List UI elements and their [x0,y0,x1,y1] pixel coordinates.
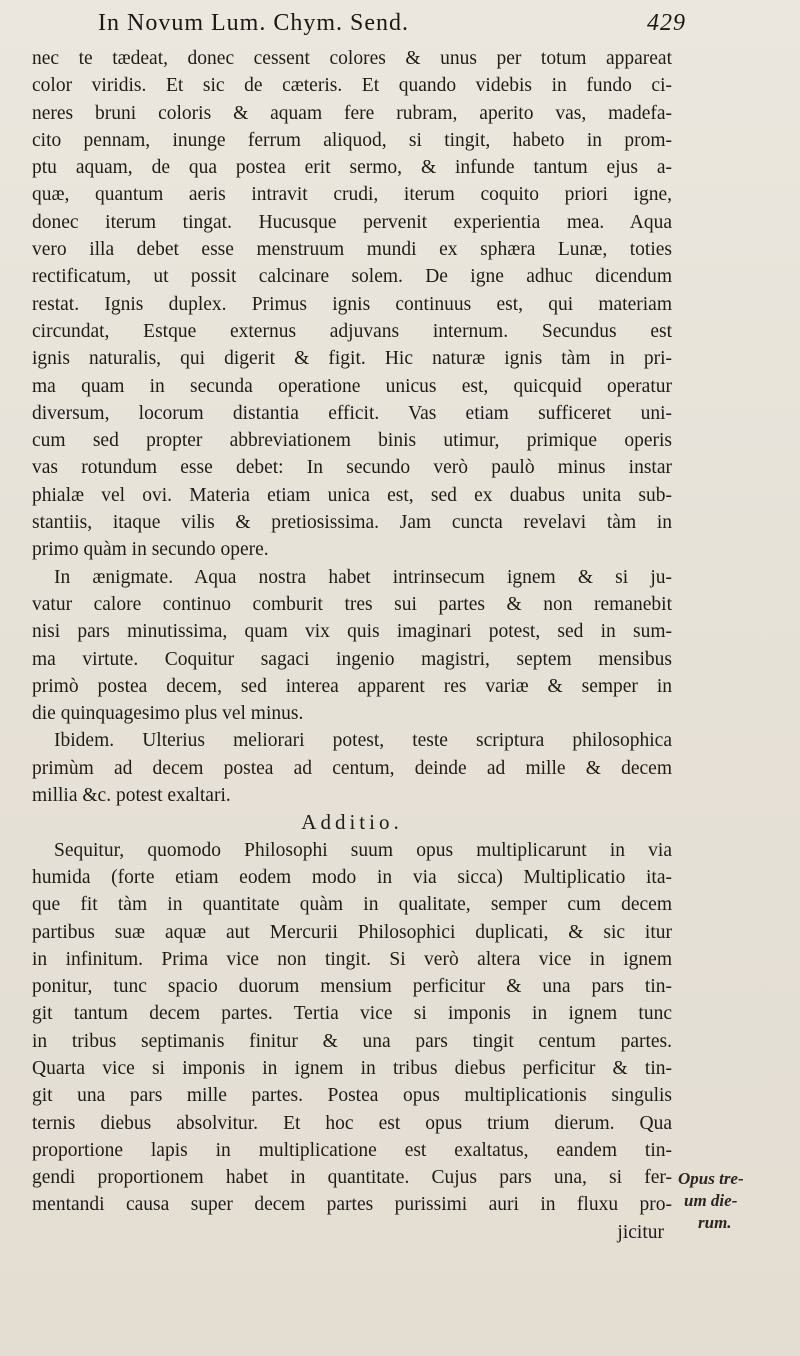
text-line: in infinitum. Prima vice non tingit. Si verò altera vice in ignem [32,948,672,970]
text-line: primo quàm in secundo opere. [32,539,269,561]
text-line: que fit tàm in quantitate quàm in qualitate, semper cum decem [32,894,672,916]
text-line: vatur calore continuo comburit tres sui partes & non remanebit [32,593,672,615]
header-title: In Novum Lum. Chym. Send. [98,10,409,36]
text-line: Quarta vice si imponis in ignem in tribus diebus perficitur & tin- [32,1057,672,1079]
text-line: In ænigmate. Aqua nostra habet intrinsecum ignem & si ju- [54,566,672,588]
text-line: neres bruni coloris & aquam fere rubram, aperito vas, madefa- [32,102,672,124]
catchword: jicitur [617,1221,664,1243]
text-line: in tribus septimanis finitur & una pars tingit centum partes. [32,1030,672,1052]
text-line: ponitur, tunc spacio duorum mensium perficitur & una pars tin- [32,976,672,998]
text-line: git tantum decem partes. Tertia vice si imponis in ignem tunc [32,1003,672,1025]
text-line: ptu aquam, de qua postea erit sermo, & infunde tantum ejus a- [32,157,672,179]
text-line: ternis diebus absolvitur. Et hoc est opus trium dierum. Qua [32,1112,672,1134]
text-line: Ibidem. Ulterius meliorari potest, teste scriptura philosophica [54,730,672,752]
running-header [98,10,686,44]
text-line: cum sed propter abbreviationem binis utimur, primique operis [32,430,672,452]
text-line: diversum, locorum distantia efficit. Vas etiam sufficeret uni- [32,402,672,424]
text-line: quæ, quantum aeris intravit crudi, iterum coquito priori igne, [32,184,672,206]
text-line: restat. Ignis duplex. Primus ignis continuus est, qui materiam [32,293,672,315]
margin-note-line: Opus tre- [678,1169,744,1188]
text-line: vero illa debet esse menstruum mundi ex sphæra Lunæ, toties [32,239,672,261]
text-line: primò postea decem, sed interea apparent res variæ & semper in [32,675,672,697]
text-line: partibus suæ aquæ aut Mercurii Philosophici duplicati, & sic itur [32,921,672,943]
text-line: humida (forte etiam eodem modo in via sicca) Multiplicatio ita- [32,866,672,888]
text-line: donec iterum tingat. Hucusque pervenit experientia mea. Aqua [32,211,672,233]
text-line: primùm ad decem postea ad centum, deinde ad mille & decem [32,757,672,779]
text-line: rectificatum, ut possit calcinare solem. De igne adhuc dicendum [32,266,672,288]
page-number: 429 [647,10,686,36]
text-line: phialæ vel ovi. Materia etiam unica est, sed ex duabus unita sub- [32,484,672,506]
text-line: ma quam in secunda operatione unicus est, quicquid operatur [32,375,672,397]
text-line: die quinquagesimo plus vel minus. [32,703,304,725]
text-line: millia &c. potest exaltari. [32,785,231,807]
margin-note-line: um die- [684,1191,738,1210]
text-line: color viridis. Et sic de cæteris. Et quando videbis in fundo ci- [32,75,672,97]
text-line: ma virtute. Coquitur sagaci ingenio magistri, septem mensibus [32,648,672,670]
margin-note-line: rum. [698,1213,732,1232]
body-text [32,45,672,1246]
text-line: nec te tædeat, donec cessent colores & unus per totum appareat [32,48,672,69]
text-line: gendi proportionem habet in quantitate. Cujus pars una, si fer- [32,1167,672,1189]
text-line: nisi pars minutissima, quam vix quis imaginari potest, sed in sum- [32,621,672,643]
text-line: circundat, Estque externus adjuvans internum. Secundus est [32,320,672,342]
text-line: Sequitur, quomodo Philosophi suum opus multiplicarunt in via [54,839,672,861]
text-line: git una pars mille partes. Postea opus multiplicationis singulis [32,1085,672,1107]
text-line: stantiis, itaque vilis & pretiosissima. Jam cuncta revelavi tàm in [32,512,672,534]
text-line: cito pennam, inunge ferrum aliquod, si tingit, habeto in prom- [32,129,672,151]
text-line: proportione lapis in multiplicatione est exaltatus, eandem tin- [32,1139,672,1161]
section-heading: Additio. [301,810,403,835]
text-line: ignis naturalis, qui digerit & figit. Hic naturæ ignis tàm in pri- [32,348,672,370]
text-line: vas rotundum esse debet: In secundo verò paulò minus instar [32,457,672,479]
text-line: mentandi causa super decem partes purissimi auri in fluxu pro- [32,1194,672,1216]
margin-note [678,1168,748,1234]
